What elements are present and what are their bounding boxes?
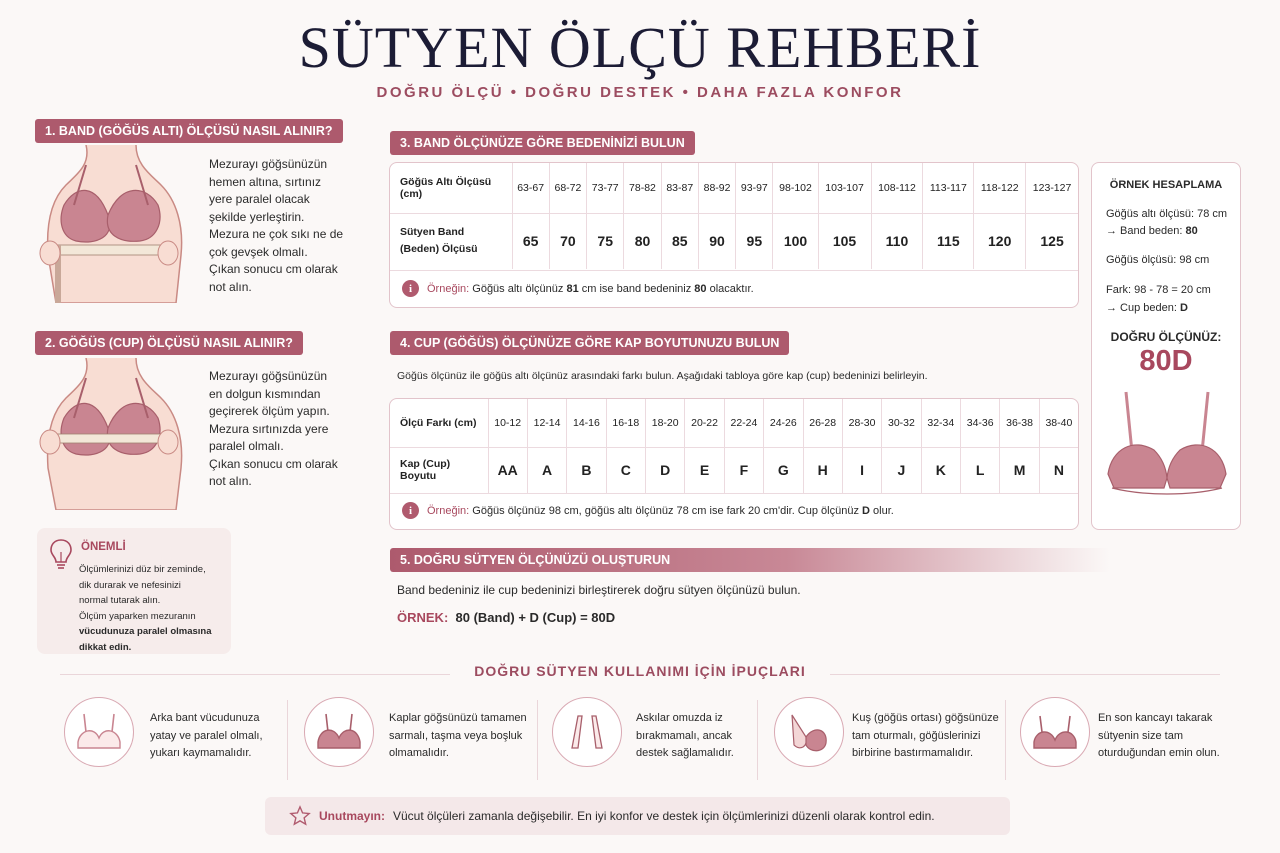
cup-diff-cell: 34-36 [961, 399, 1000, 447]
band-size-cell: 70 [549, 213, 586, 269]
lightbulb-icon [49, 538, 73, 572]
band-size-cell: 115 [923, 213, 974, 269]
tip2-icon-circle [304, 697, 374, 767]
cup-diff-cell: 30-32 [882, 399, 921, 447]
cup-diff-cell: 14-16 [567, 399, 606, 447]
band-size-cell: 95 [736, 213, 773, 269]
cup-measure-illustration [36, 358, 186, 510]
bra-hook-icon [1030, 712, 1080, 752]
band-range-cell: 68-72 [549, 163, 586, 213]
page-title: SÜTYEN ÖLÇÜ REHBERİ [298, 15, 982, 80]
cup-diff-cell: 36-38 [1000, 399, 1039, 447]
section1-instructions: Mezurayı göğsünüzün hemen altına, sırtınız yere paralel olacak şekilde yerleştirin. Mezura ne çok sıkı ne de çok gevşek olmalı. Çıkan sonucu cm olarak not alın. [209, 157, 344, 294]
band-size-cell: 105 [818, 213, 871, 269]
cup-letter-cell: J [882, 447, 921, 493]
tip4-icon-circle [774, 697, 844, 767]
footer-label: Unutmayın: [319, 809, 385, 823]
band-row1-label: Göğüs Altı Ölçüsü (cm) [390, 163, 512, 213]
cup-letter-cell: L [961, 447, 1000, 493]
band-range-cell: 98-102 [773, 163, 818, 213]
section2-instructions: Mezurayı göğsünüzün en dolgun kısmından geçirerek ölçüm yapın. Mezura sırtınızda yere paralel olmalı. Çıkan sonucu cm olarak not alın. [209, 369, 338, 488]
example-line: → Cup beden: D [1106, 302, 1188, 314]
band-size-cell: 120 [974, 213, 1026, 269]
band-size-cell: 85 [661, 213, 698, 269]
band-size-cell: 100 [773, 213, 818, 269]
cup-letter-cell: I [842, 447, 881, 493]
band-range-cell: 93-97 [736, 163, 773, 213]
section5-example: ÖRNEK: 80 (Band) + D (Cup) = 80D [397, 610, 616, 625]
cup-letter-cell: AA [488, 447, 527, 493]
bra-icon [1104, 388, 1230, 500]
important-card [37, 528, 231, 654]
cup-diff-cell: 18-20 [646, 399, 685, 447]
tip5-text: En son kancayı takarak sütyenin size tam oturduğundan emin olun. [1098, 712, 1220, 759]
band-range-cell: 123-127 [1026, 163, 1078, 213]
cup-letter-cell: K [921, 447, 960, 493]
section4-intro: Göğüs ölçünüz ile göğüs altı ölçünüz arasındaki farkı bulun. Aşağıdaki tabloya göre kap (cup) bedeninizi belirleyin. [397, 370, 928, 382]
info-icon: i [402, 280, 419, 297]
cup-letter-cell: D [646, 447, 685, 493]
bra-strap-icon [562, 712, 612, 752]
tip1-icon-circle [64, 697, 134, 767]
cup-row2-label: Kap (Cup) Boyutu [390, 447, 488, 493]
footer-reminder [265, 797, 1010, 835]
band-size-table [390, 163, 1078, 269]
cup-row1-label: Ölçü Farkı (cm) [390, 399, 488, 447]
cup-letter-row [390, 447, 1078, 493]
band-size-cell: 75 [587, 213, 624, 269]
info-icon: i [402, 502, 419, 519]
section4-badge: 4. CUP (GÖĞÜS) ÖLÇÜNÜZE GÖRE KAP BOYUTUNUZU BULUN [390, 331, 789, 355]
cup-letter-cell: C [606, 447, 645, 493]
band-size-cell: 125 [1040, 233, 1064, 250]
band-range-cell: 108-112 [871, 163, 923, 213]
band-range-cell: 63-67 [512, 163, 549, 213]
cup-letter-cell: F [724, 447, 763, 493]
cup-example-note: i Örneğin: Göğüs ölçünüz 98 cm, göğüs altı ölçünüz 78 cm ise fark 20 cm'dir. Cup ölçünüz D olur. [402, 502, 894, 519]
tip2-text: Kaplar göğsünüzü tamamen sarmalı, taşma veya boşluk olmamalıdır. [389, 712, 527, 759]
example-title: ÖRNEK HESAPLAMA [1109, 179, 1223, 191]
cup-size-card [389, 398, 1079, 530]
cup-letter-cell: H [803, 447, 842, 493]
cup-diff-cell: 16-18 [606, 399, 645, 447]
band-measure-illustration [36, 145, 186, 303]
band-example-note: i Örneğin: Göğüs altı ölçünüz 81 cm ise band bedeniniz 80 olacaktır. [402, 280, 754, 297]
example-calculation-card [1091, 162, 1241, 530]
cup-diff-cell: 26-28 [803, 399, 842, 447]
footer-text: Vücut ölçüleri zamanla değişebilir. En iyi konfor ve destek için ölçümlerinizi düzenli olarak kontrol edin. [393, 809, 935, 823]
tip1-text: Arka bant vücudunuza yatay ve paralel olmalı, yukarı kaymamalıdır. [150, 712, 263, 759]
band-size-cell: 80 [624, 213, 661, 269]
band-range-cell: 103-107 [818, 163, 871, 213]
tips-title: DOĞRU SÜTYEN KULLANIMI İÇİN İPUÇLARI [474, 663, 806, 679]
important-title: ÖNEMLİ [81, 541, 126, 553]
cup-diff-row [390, 399, 1078, 447]
result-value: 80D [1139, 345, 1193, 377]
band-row2-label: Sütyen Band (Beden) Ölçüsü [390, 213, 512, 269]
bra-gore-icon [784, 707, 834, 757]
tip3-icon-circle [552, 697, 622, 767]
cup-diff-cell: 32-34 [921, 399, 960, 447]
cup-diff-cell: 28-30 [842, 399, 881, 447]
tip4-text: Kuş (göğüs ortası) göğsünüze tam oturmalı, göğüslerinizi birbirine bastırmamalıdır. [852, 712, 999, 759]
cup-letter-cell: N [1053, 462, 1064, 479]
section3-badge: 3. BAND ÖLÇÜNÜZE GÖRE BEDENİNİZİ BULUN [390, 131, 695, 155]
band-size-row [390, 213, 1078, 269]
page-subtitle: DOĞRU ÖLÇÜ • DOĞRU DESTEK • DAHA FAZLA KONFOR [376, 84, 904, 101]
result-label: DOĞRU ÖLÇÜNÜZ: [1110, 330, 1222, 344]
band-size-cell: 65 [512, 213, 549, 269]
band-range-cell: 118-122 [974, 163, 1026, 213]
cup-diff-cell: 10-12 [488, 399, 527, 447]
cup-size-table [390, 399, 1078, 493]
cup-letter-cell: M [1000, 447, 1039, 493]
cup-diff-cell: 24-26 [764, 399, 803, 447]
cup-diff-cell: 20-22 [685, 399, 724, 447]
band-range-row [390, 163, 1078, 213]
cup-diff-cell: 12-14 [527, 399, 566, 447]
cup-letter-cell: G [764, 447, 803, 493]
band-range-cell: 78-82 [624, 163, 661, 213]
tip5-icon-circle [1020, 697, 1090, 767]
band-range-cell: 113-117 [923, 163, 974, 213]
star-icon [289, 805, 311, 827]
cup-diff-cell: 38-40 [1039, 399, 1078, 447]
band-range-cell: 88-92 [698, 163, 735, 213]
cup-letter-cell: B [567, 447, 606, 493]
section5-text: Band bedeniniz ile cup bedeninizi birleştirerek doğru sütyen ölçünüzü bulun. [397, 583, 801, 597]
important-text: Ölçümlerinizi düz bir zeminde, dik durarak ve nefesinizi normal tutarak alın. Ölçüm yaparken mezuranın vücudunuza paralel olmasına dikkat edin. [79, 564, 212, 653]
band-size-cell: 110 [871, 213, 923, 269]
example-line: Göğüs altı ölçüsü: 78 cm [1106, 208, 1228, 220]
example-line: → Band beden: 80 [1106, 225, 1198, 237]
band-size-cell: 90 [698, 213, 735, 269]
tip3-text: Askılar omuzda iz bırakmamalı, ancak destek sağlamalıdır. [636, 712, 734, 759]
band-size-card [389, 162, 1079, 308]
example-line: Fark: 98 - 78 = 20 cm [1106, 284, 1211, 296]
cup-diff-cell: 22-24 [724, 399, 763, 447]
cup-letter-cell: A [527, 447, 566, 493]
cup-letter-cell: E [685, 447, 724, 493]
bra-cup-icon [314, 712, 364, 752]
section2-badge: 2. GÖĞÜS (CUP) ÖLÇÜSÜ NASIL ALINIR? [35, 331, 303, 355]
section5-badge: 5. DOĞRU SÜTYEN ÖLÇÜNÜZÜ OLUŞTURUN [390, 548, 1110, 572]
band-range-cell: 83-87 [661, 163, 698, 213]
section1-badge: 1. BAND (GÖĞÜS ALTI) ÖLÇÜSÜ NASIL ALINIR? [35, 119, 343, 143]
band-range-cell: 73-77 [587, 163, 624, 213]
example-line: Göğüs ölçüsü: 98 cm [1106, 254, 1210, 266]
bra-back-icon [74, 712, 124, 752]
